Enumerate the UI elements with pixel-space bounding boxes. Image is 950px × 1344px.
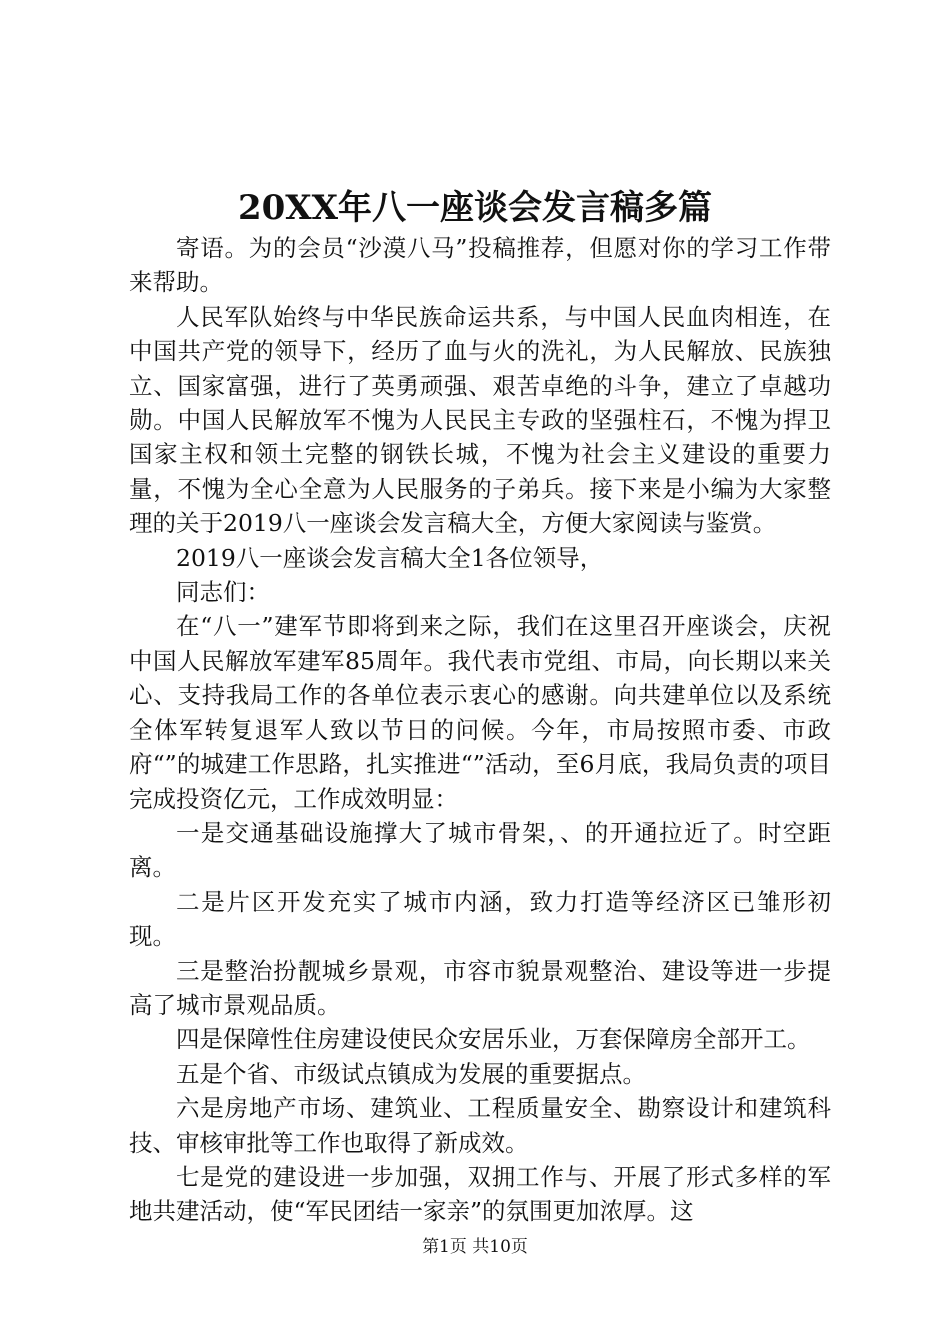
paragraph-6: 一是交通基础设施撑大了城市骨架，、的开通拉近了。时空距离。 xyxy=(129,818,831,882)
paragraph-5: 在“八一”建军节即将到来之际，我们在这里召开座谈会，庆祝中国人民解放军建军85周年。我代表市党组、市局，向长期以来关心、支持我局工作的各单位表示衷心的感谢。向共建单位以及系统全体军转复退军人致以节日的问候。今年，市局按照市委、市政府“”的城建工作思路，扎实推进“”活动，至6月底，我局负责的项目完成投资亿元，工作成效明显： xyxy=(129,612,831,813)
paragraph-3: 2019八一座谈会发言稿大全1各位领导， xyxy=(176,543,604,572)
document-title: 20XX年八一座谈会发言稿多篇 xyxy=(237,188,713,228)
paragraph-12: 七是党的建设进一步加强，双拥工作与、开展了形式多样的军地共建活动，使“军民团结一家亲”的氛围更加浓厚。这 xyxy=(129,1162,831,1226)
paragraph-9: 四是保障性住房建设使民众安居乐业，万套保障房全部开工。 xyxy=(176,1025,811,1054)
page-footer: 第1页 共10页 xyxy=(422,1237,528,1257)
paragraph-1: 寄语。为的会员“沙漠八马”投稿推荐，但愿对你的学习工作带来帮助。 xyxy=(129,234,831,297)
paragraph-10: 五是个省、市级试点镇成为发展的重要据点。 xyxy=(176,1059,646,1088)
paragraph-7: 二是片区开发充实了城市内涵，致力打造等经济区已雏形初现。 xyxy=(129,887,831,951)
document-body xyxy=(129,231,831,1229)
paragraph-2: 人民军队始终与中华民族命运共系，与中国人民血肉相连，在中国共产党的领导下，经历了血与火的洗礼，为人民解放、民族独立、国家富强，进行了英勇顽强、艰苦卓绝的斗争，建立了卓越功勋。中国人民解放军不愧为人民民主专政的坚强柱石，不愧为捍卫国家主权和领土完整的钢铁长城，不愧为社会主义建设的重要力量，不愧为全心全意为人民服务的子弟兵。接下来是小编为大家整理的关于2019八一座谈会发言稿大全，方便大家阅读与鉴赏。 xyxy=(129,302,831,538)
paragraph-4: 同志们： xyxy=(176,578,270,607)
paragraph-11: 六是房地产市场、建筑业、工程质量安全、勘察设计和建筑科技、审核审批等工作也取得了新成效。 xyxy=(129,1094,831,1157)
paragraph-8: 三是整治扮靓城乡景观，市容市貌景观整治、建设等进一步提高了城市景观品质。 xyxy=(129,956,831,1019)
